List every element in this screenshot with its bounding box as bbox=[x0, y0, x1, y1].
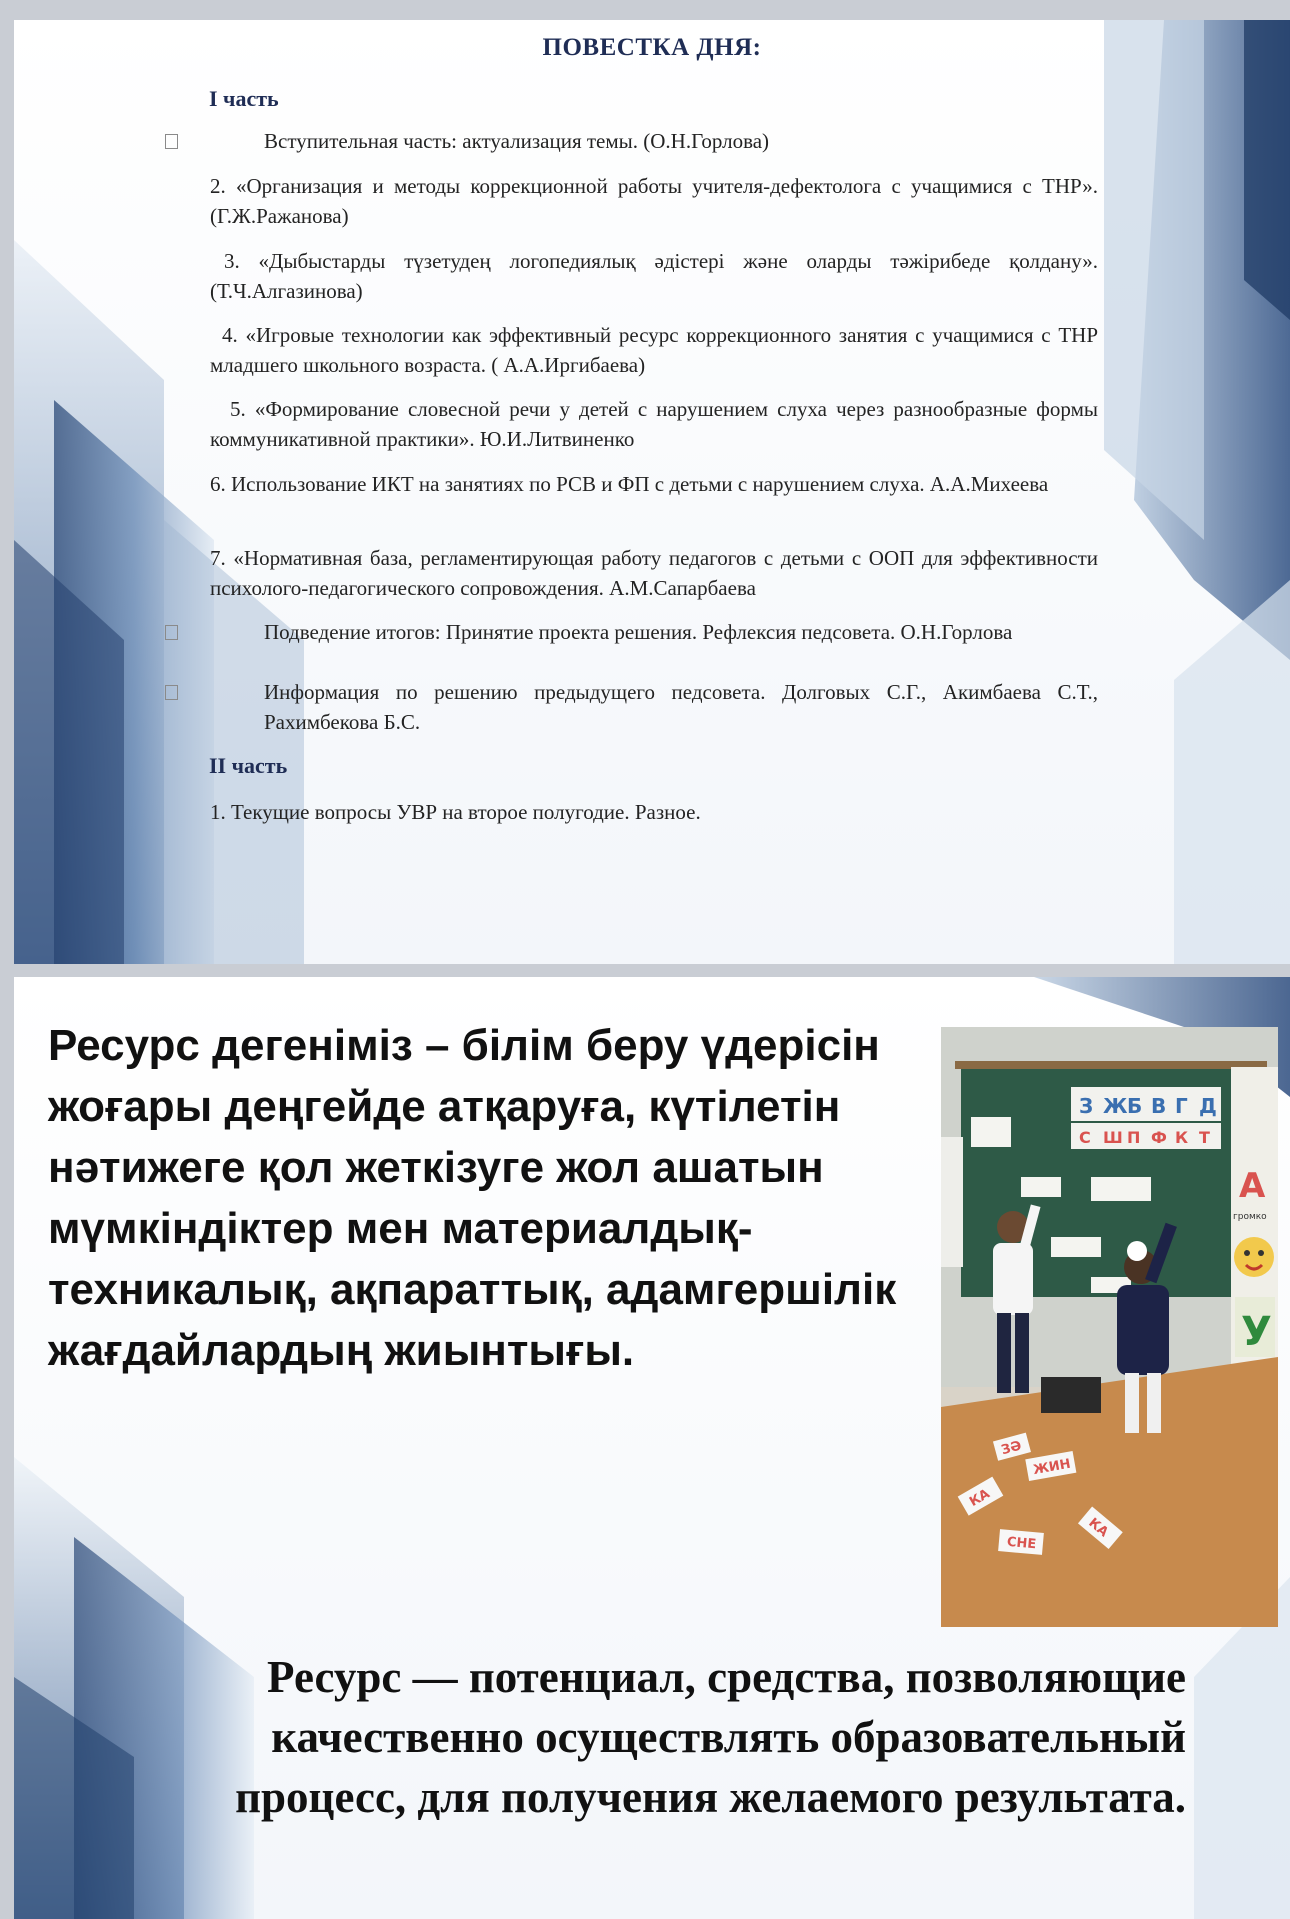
board-letter-9: П bbox=[1127, 1128, 1141, 1147]
russian-definition: Ресурс — потенциал, средства, позволяющие качественно осуществлять образовательный процесс, для получения желаемого результата. bbox=[235, 1652, 1186, 1822]
agenda-item-7: 7. «Нормативная база, регламентирующая работу педагогов с детьми с ООП для эффективности психолого-педагогического сопровождения. А.М.Сапарбаева bbox=[210, 546, 1098, 600]
bullet-square bbox=[165, 685, 178, 700]
agenda-item-4: 4. «Игровые технологии как эффективный ресурс коррекционного занятия с учащимися с ТНР младшего школьного возраста. ( А.А.Иргибаева) bbox=[210, 323, 1098, 377]
agenda-item-1: Вступительная часть: актуализация темы. (О.Н.Горлова) bbox=[264, 129, 770, 153]
big-letter-u: У bbox=[1241, 1309, 1272, 1355]
agenda-item-6: 6. Использование ИКТ на занятиях по РСВ и ФП с детьми с нарушением слуха. А.А.Михеева bbox=[210, 472, 1049, 496]
board-letter-8: Ш bbox=[1103, 1128, 1123, 1147]
kazakh-definition: Ресурс дегеніміз – білім беру үдерісін жоғары деңгейде атқаруға, күтілетін нәтижеге қол жеткізуге жол ашатын мүмкіндіктер мен материалдық-техникалық, ақпараттық, адамгершілік жағдайлардың жиынтығы. bbox=[48, 1021, 897, 1375]
part2-heading: II часть bbox=[209, 753, 288, 778]
board-letter-3: Б bbox=[1127, 1094, 1143, 1118]
part1-heading: I часть bbox=[209, 86, 279, 111]
board-letter-5: Г bbox=[1175, 1094, 1188, 1118]
board-letter-12: Т bbox=[1199, 1128, 1210, 1147]
floor-card-2: ЖИН bbox=[1032, 1456, 1072, 1479]
resource-definition-slide bbox=[14, 977, 1290, 1919]
agenda-title: ПОВЕСТКА ДНЯ: bbox=[542, 34, 762, 61]
board-letter-10: Ф bbox=[1151, 1128, 1167, 1147]
board-letter-11: К bbox=[1175, 1128, 1189, 1147]
agenda-item-5: 5. «Формирование словесной речи у детей с нарушением слуха через разнообразные формы коммуникативной практики». Ю.И.Литвиненко bbox=[210, 397, 1098, 451]
board-letter-7: С bbox=[1079, 1128, 1091, 1147]
board-letter-1: З bbox=[1079, 1094, 1094, 1118]
floor-card-5: ЗӘ bbox=[999, 1438, 1024, 1459]
agenda-item-previous-decision: Информация по решению предыдущего педсовета. Долговых С.Г., Акимбаева С.Т., Рахимбекова Б.С. bbox=[264, 680, 1098, 734]
agenda-item-3: 3. «Дыбыстарды түзетудең логопедиялық әдістері және оларды тәжірибеде қолдану». (Т.Ч.Алгазинова) bbox=[210, 249, 1098, 303]
big-letter-a: А bbox=[1239, 1166, 1266, 1206]
card-label-gromko: громко bbox=[1233, 1212, 1267, 1222]
classroom-photo bbox=[941, 1027, 1278, 1627]
board-letter-6: Д bbox=[1199, 1094, 1217, 1118]
classroom-photo-illustration bbox=[941, 1027, 1278, 1627]
agenda-slide bbox=[14, 20, 1290, 964]
floor-card-1: КА bbox=[967, 1486, 993, 1510]
floor-card-4: КА bbox=[1085, 1515, 1111, 1541]
board-letter-4: В bbox=[1151, 1094, 1167, 1118]
bullet-square bbox=[165, 134, 178, 149]
floor-card-3: СНЕ bbox=[1006, 1534, 1037, 1553]
bullet-square bbox=[165, 625, 178, 640]
agenda-item-2: 2. «Организация и методы коррекционной работы учителя-дефектолога с учащимися с ТНР». (Г.Ж.Ражанова) bbox=[210, 174, 1098, 228]
board-letter-2: Ж bbox=[1103, 1094, 1128, 1118]
agenda-item-summary: Подведение итогов: Принятие проекта решения. Рефлексия педсовета. О.Н.Горлова bbox=[264, 620, 1013, 644]
part2-item-1: 1. Текущие вопросы УВР на второе полугодие. Разное. bbox=[210, 800, 701, 824]
